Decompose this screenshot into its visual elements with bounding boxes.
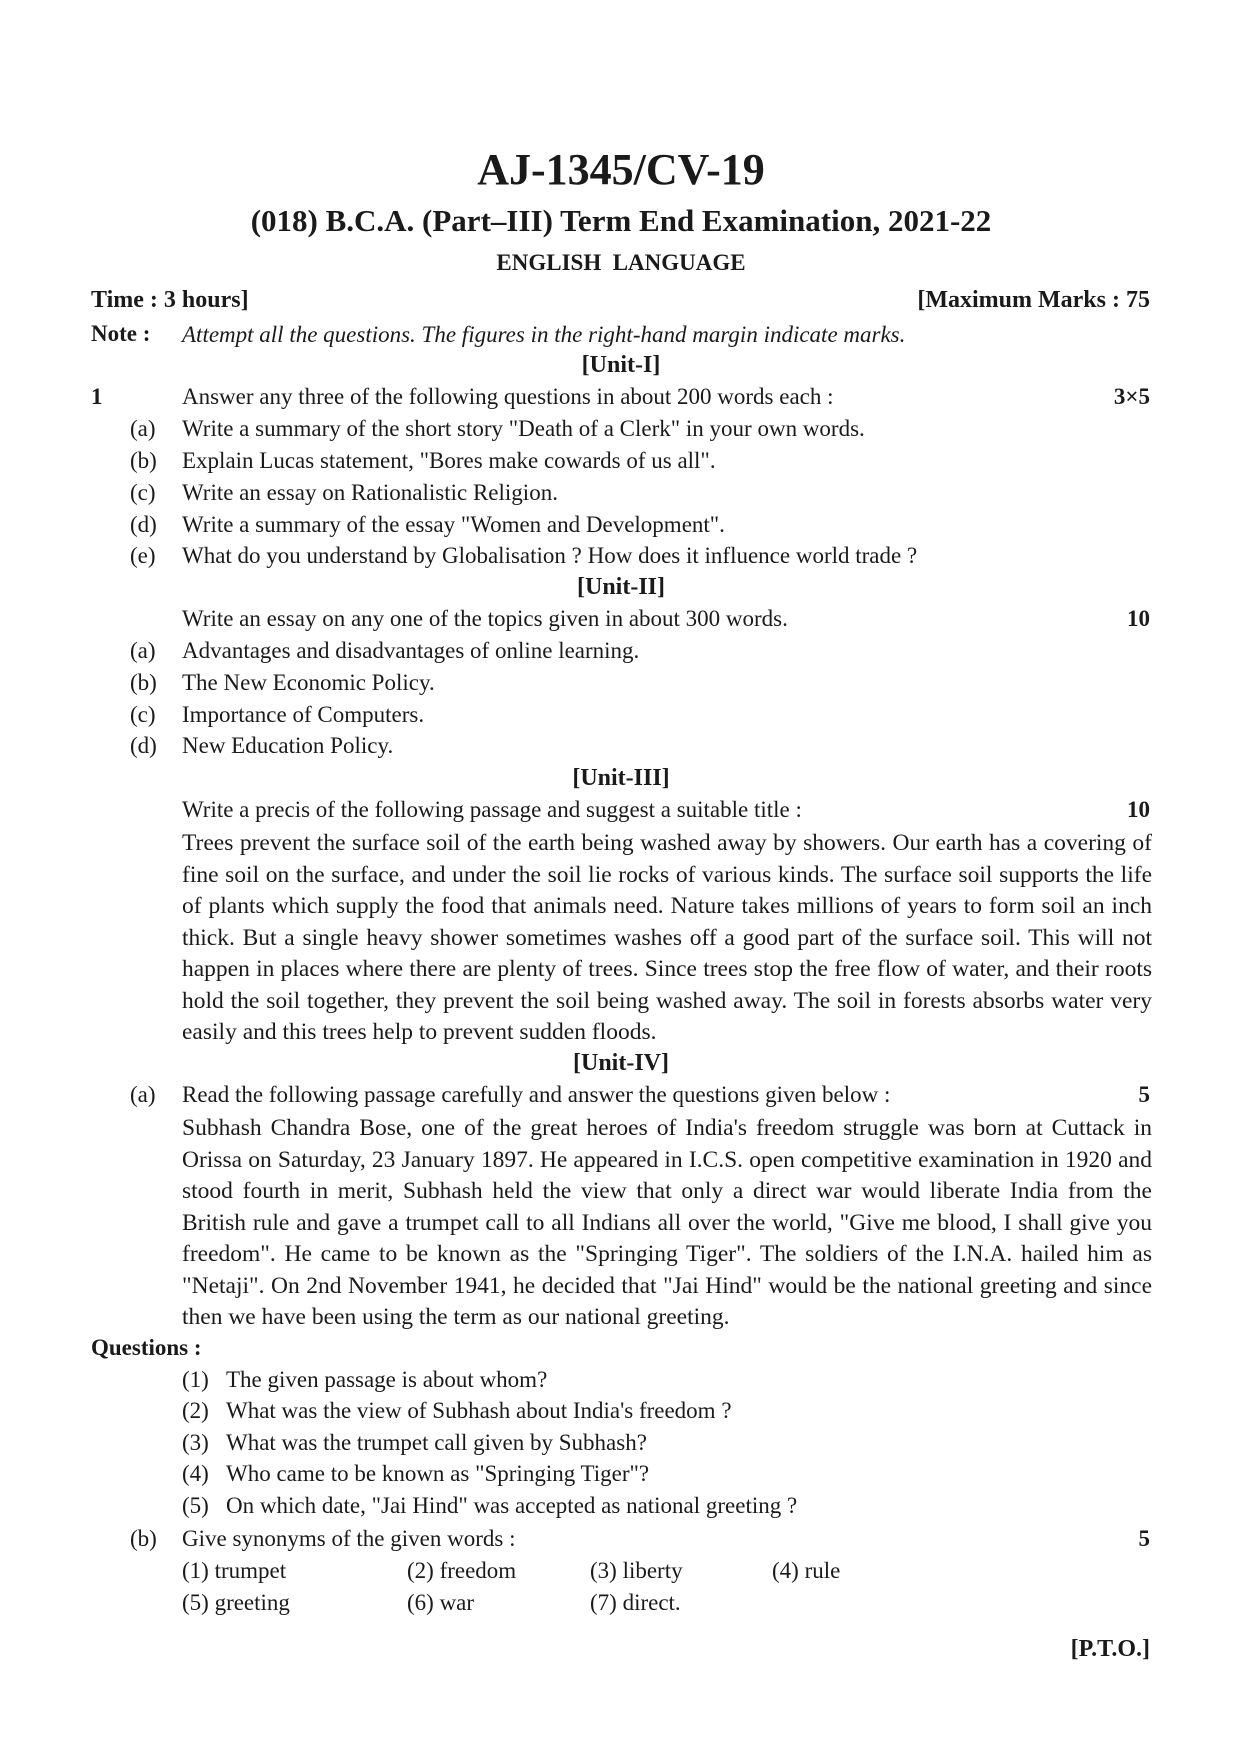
item-label: (c) [130,480,156,505]
synonym-word: (2) freedom [407,1558,517,1583]
item-label: (b) [130,670,157,695]
synonym-word: (4) rule [772,1558,841,1583]
item-text: Write a summary of the short story "Death of a Clerk" in your own words. [182,416,865,441]
question-number: (1) [182,1367,209,1392]
unit-3-question: Write a precis of the following passage and suggest a suitable title : [182,797,802,822]
item-text: What do you understand by Globalisation ? How does it influence world trade ? [182,543,918,568]
precis-passage: Trees prevent the surface soil of the earth being washed away by showers. Our earth has a covering of fine soil on the surface, and under the soil lie rocks of various kinds. The surface soil supports the life of plants which supply the food that animals need. Nature takes millions of years to form soil an inch thick. But a single heavy shower sometimes washes off a good part of the surface soil. This will not happen in places where there are plenty of trees. Since trees stop the free flow of water, and their roots hold the soil together, they prevent the soil being washed away. The soil in forests absorbs water very easily and this trees help to prevent sudden floods. [182,830,1152,1045]
question-number: (3) [182,1430,209,1455]
unit-3-title: [Unit-III] [572,765,670,791]
item-text: Explain Lucas statement, "Bores make cowards of us all". [182,448,716,473]
item-label: (a) [130,638,156,663]
item-label: (e) [130,543,156,568]
synonym-word: (6) war [407,1590,475,1615]
time-label: Time : 3 hours] [91,287,249,313]
question-1-number: 1 [91,384,103,409]
max-marks: [Maximum Marks : 75 [917,287,1150,313]
exam-title: (018) B.C.A. (Part–III) Term End Examination, 2021-22 [250,203,992,238]
note-text: Attempt all the questions. The figures in the right-hand margin indicate marks. [182,322,906,347]
unit-1-title: [Unit-I] [581,352,661,378]
item-label: (a) [130,416,156,441]
question-number: (5) [182,1493,209,1518]
item-label: (b) [130,448,157,473]
pto-label: [P.T.O.] [1070,1636,1150,1662]
unit-3-marks: 10 [1127,797,1150,822]
unit-4-b-question: Give synonyms of the given words : [182,1526,516,1551]
item-text: Write a summary of the essay "Women and Development". [182,512,725,537]
item-text: Write an essay on Rationalistic Religion. [182,480,558,505]
synonym-word: (1) trumpet [182,1558,287,1583]
item-text: The New Economic Policy. [182,670,435,695]
item-text: Importance of Computers. [182,702,425,727]
unit-4-b-marks: 5 [1138,1526,1150,1551]
question-number: (4) [182,1461,209,1486]
unit-1-marks: 3×5 [1113,384,1150,409]
item-label: (d) [130,733,157,758]
unit-2-marks: 10 [1127,606,1150,631]
item-text: Advantages and disadvantages of online learning. [182,638,640,663]
synonym-word: (7) direct. [590,1590,681,1615]
item-label: (d) [130,512,157,537]
item-text: New Education Policy. [182,733,394,758]
note-label: Note : [91,321,151,346]
question-text: The given passage is about whom? [226,1367,548,1392]
synonym-word: (3) liberty [590,1558,683,1583]
questions-label: Questions : [91,1335,202,1360]
item-label: (b) [130,1526,157,1551]
question-text: Who came to be known as "Springing Tiger"? [226,1461,650,1486]
unit-4-a-marks: 5 [1138,1082,1150,1107]
unit-1-question: Answer any three of the following questions in about 200 words each : [182,384,834,409]
question-text: What was the view of Subhash about India's freedom ? [226,1398,732,1423]
synonym-word: (5) greeting [182,1590,290,1615]
item-label: (c) [130,702,156,727]
unit-2-question: Write an essay on any one of the topics given in about 300 words. [182,606,788,631]
subject-title: ENGLISH LANGUAGE [496,250,746,275]
question-text: What was the trumpet call given by Subhash? [226,1430,647,1455]
item-label: (a) [130,1082,156,1107]
question-number: (2) [182,1398,209,1423]
unit-2-title: [Unit-II] [577,574,665,600]
unit-4-a-question: Read the following passage carefully and answer the questions given below : [182,1082,891,1107]
paper-code: AJ-1345/CV-19 [477,145,765,194]
unit-4-title: [Unit-IV] [573,1050,669,1076]
comprehension-passage: Subhash Chandra Bose, one of the great heroes of India's freedom struggle was born at Cuttack in Orissa on Saturday, 23 January 1897. He appeared in I.C.S. open competitive examination in 1920 and stood fourth in merit, Subhash held the view that only a direct war would liberate India from the British rule and gave a trumpet call to all Indians all over the world, "Give me blood, I shall give you freedom". He came to be known as the "Springing Tiger". The soldiers of the I.N.A. hailed him as "Netaji". On 2nd November 1941, he decided that "Jai Hind" would be the national greeting and since then we have been using the term as our national greeting. [182,1115,1152,1330]
question-text: On which date, "Jai Hind" was accepted as national greeting ? [226,1493,798,1518]
